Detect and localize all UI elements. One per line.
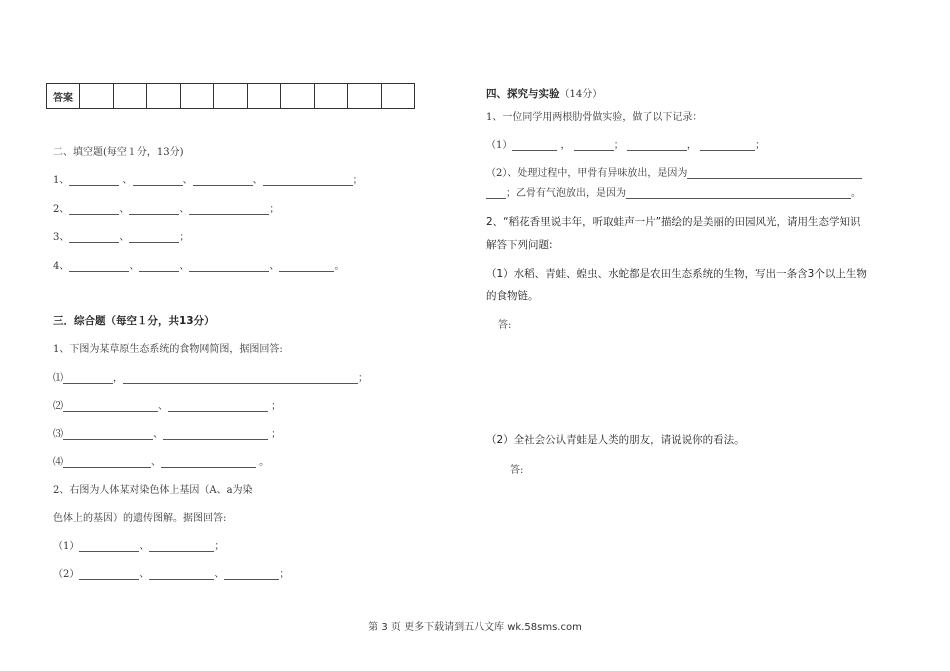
blank[interactable] bbox=[224, 568, 279, 580]
answer-cell[interactable] bbox=[180, 84, 214, 109]
comp-q2-2: （2） 、 、 ； bbox=[53, 569, 290, 580]
explore-q1-2b: ；乙骨有气泡放出，是因为 。 bbox=[486, 184, 861, 199]
blank[interactable] bbox=[129, 203, 179, 215]
answer-cell[interactable] bbox=[381, 84, 415, 109]
blank[interactable] bbox=[149, 540, 214, 552]
explore-q2-1a: （1）水稻、青蛙、蝗虫、水蛇都是农田生态系统的生物，写出一条含3个以上生物 bbox=[486, 268, 867, 280]
answer-cell[interactable] bbox=[214, 84, 248, 109]
blank[interactable] bbox=[69, 203, 119, 215]
answer-cell[interactable] bbox=[348, 84, 382, 109]
comp-q1-3-number: ⑶ bbox=[53, 429, 63, 440]
fill-q3-number: 3、 bbox=[53, 232, 70, 243]
fill-q2-number: 2、 bbox=[53, 204, 70, 215]
answer-cell[interactable] bbox=[80, 84, 114, 109]
comp-q1-4: ⑷ 、 。 bbox=[53, 457, 270, 468]
blank[interactable] bbox=[69, 231, 119, 243]
blank[interactable] bbox=[139, 260, 179, 272]
explore-q1-text: 1、一位同学用两根肋骨做实验，做了以下记录： bbox=[486, 112, 703, 123]
fill-q3: 3、 、 ； bbox=[53, 232, 190, 243]
explore-q2-text-a: 2、“稻花香里说丰年，听取蛙声一片”描绘的是美丽的田园风光，请用生态学知识 bbox=[486, 216, 861, 228]
fill-q4-number: 4、 bbox=[53, 261, 70, 272]
blank[interactable] bbox=[189, 203, 269, 215]
blank[interactable] bbox=[123, 372, 358, 384]
blank[interactable] bbox=[627, 139, 687, 151]
answer-cell[interactable] bbox=[314, 84, 348, 109]
explore-q2-text-b: 解答下列问题: bbox=[486, 239, 553, 251]
fill-q1: 1、 、 、 、 ； bbox=[53, 175, 363, 186]
blank[interactable] bbox=[63, 372, 113, 384]
blank[interactable] bbox=[69, 260, 129, 272]
blank[interactable] bbox=[168, 400, 268, 412]
answer-label-1: 答: bbox=[498, 320, 512, 331]
explore-q1-2a-text: （2）、处理过程中，甲骨有异味放出，是因为 bbox=[486, 168, 688, 179]
comp-section-title: 三．综合题（每空１分，共13分） bbox=[53, 315, 215, 327]
blank[interactable] bbox=[263, 174, 353, 186]
blank[interactable] bbox=[79, 540, 139, 552]
comp-q2-2-number: （2） bbox=[53, 569, 80, 580]
blank[interactable] bbox=[129, 231, 179, 243]
explore-q1-1-number: （1） bbox=[486, 140, 513, 151]
comp-q1-2: ⑵ 、 ； bbox=[53, 401, 282, 412]
blank[interactable] bbox=[79, 568, 139, 580]
comp-q1-3: ⑶ 、 ； bbox=[53, 429, 282, 440]
blank[interactable] bbox=[189, 260, 269, 272]
comp-q2-text-a: 2、右图为人体某对染色体上基因（A、a为染 bbox=[53, 485, 253, 496]
answer-table-header: 答案 bbox=[47, 84, 80, 109]
blank[interactable] bbox=[149, 568, 214, 580]
comp-q1-1-number: ⑴ bbox=[53, 373, 63, 384]
page-footer: 第 3 页 更多下载请到五八文库 wk.58sms.com bbox=[368, 622, 582, 633]
comp-q2-1: （1） 、 ； bbox=[53, 541, 225, 552]
blank[interactable] bbox=[161, 456, 256, 468]
answer-table bbox=[46, 83, 415, 109]
blank[interactable] bbox=[574, 139, 614, 151]
comp-q2-1-number: （1） bbox=[53, 541, 80, 552]
blank[interactable] bbox=[700, 139, 755, 151]
fill-q1-number: 1、 bbox=[53, 175, 70, 186]
explore-q1-1: （1） ， ； ， ； bbox=[486, 140, 766, 151]
fill-q4: 4、 、 、 、 。 bbox=[53, 261, 345, 272]
comp-q1-text: 1、下图为某草原生态系统的食物网简图，据图回答: bbox=[53, 344, 283, 355]
blank[interactable] bbox=[279, 260, 334, 272]
blank[interactable] bbox=[133, 174, 183, 186]
blank[interactable] bbox=[63, 400, 158, 412]
blank[interactable] bbox=[193, 174, 253, 186]
answer-cell[interactable] bbox=[113, 84, 147, 109]
explore-section-title bbox=[486, 85, 602, 101]
explore-q2-2: （2）全社会公认青蛙是人类的朋友，请说说你的看法。 bbox=[486, 434, 745, 446]
comp-q1-2-number: ⑵ bbox=[53, 401, 63, 412]
explore-score: （14分） bbox=[559, 89, 603, 100]
explore-q1-2b-text: ；乙骨有气泡放出，是因为 bbox=[506, 188, 626, 199]
comp-q1-1: ⑴ ， ； bbox=[53, 373, 368, 384]
explore-title-text: 四、探究与实验 bbox=[486, 88, 560, 100]
blank[interactable] bbox=[63, 428, 153, 440]
answer-label-2: 答: bbox=[510, 465, 524, 476]
fill-section-title: 二、填空题(每空１分，13分) bbox=[53, 147, 184, 158]
blank[interactable] bbox=[512, 139, 557, 151]
answer-cell[interactable] bbox=[281, 84, 315, 109]
blank[interactable] bbox=[63, 456, 151, 468]
blank[interactable] bbox=[69, 174, 119, 186]
blank[interactable] bbox=[626, 187, 851, 199]
comp-q2-text-b: 色体上的基因）的遗传图解。据图回答: bbox=[53, 513, 227, 524]
explore-q1-2a bbox=[486, 164, 862, 179]
blank[interactable] bbox=[163, 428, 268, 440]
answer-cell[interactable] bbox=[147, 84, 181, 109]
blank[interactable] bbox=[486, 187, 506, 199]
comp-q1-4-number: ⑷ bbox=[53, 457, 63, 468]
answer-cell[interactable] bbox=[247, 84, 281, 109]
blank[interactable] bbox=[687, 167, 862, 179]
explore-q2-1b: 的食物链。 bbox=[486, 290, 539, 302]
fill-q2: 2、 、 、 ； bbox=[53, 204, 280, 215]
